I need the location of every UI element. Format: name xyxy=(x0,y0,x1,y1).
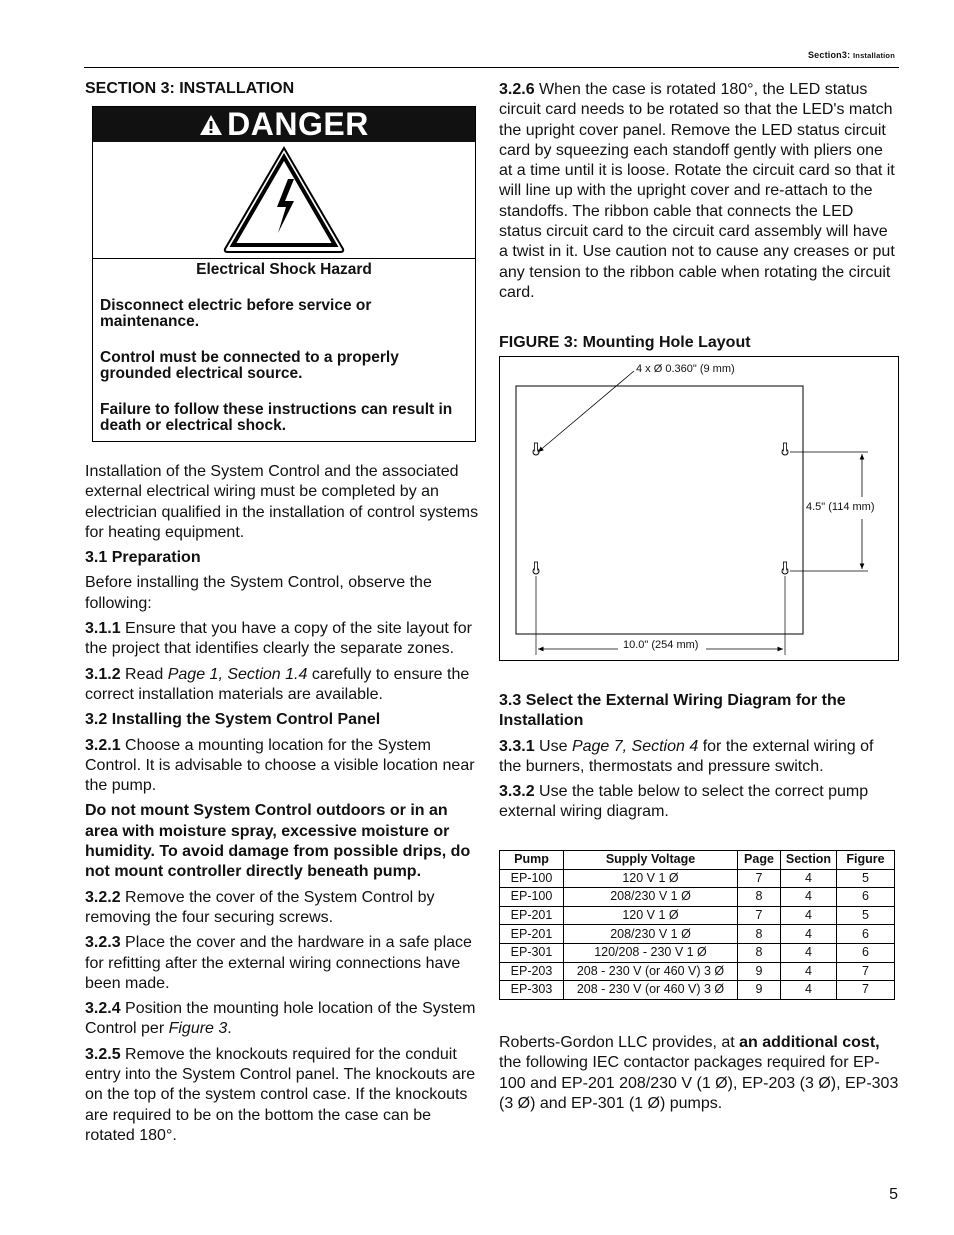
table-row xyxy=(500,981,895,1000)
table-cell: EP-201 xyxy=(500,906,564,925)
paragraph-3-1-2 xyxy=(85,665,483,706)
step-text: When the case is rotated 180°, the LED status circuit card needs to be rotated so that the LED's match the upright cover panel. Remove the LED status circuit card by squeezing each standoff gently with pliers one at a time until it is loose. Rotate the circuit card so that it will line up with the upright cover and re-attach to the standoffs. The ribbon cable that connects the LED status circuit card to the circuit card assembly will have a twist in it. Use caution not to cause any creases or put any tension to the ribbon cable when rotating the circuit card. xyxy=(499,81,895,301)
step-number: 3.2.4 xyxy=(85,1000,121,1018)
table-cell: 208/230 V 1 Ø xyxy=(564,888,738,907)
page-reference: Page 1, Section 1.4 xyxy=(167,665,308,683)
table-cell: 5 xyxy=(837,906,895,925)
step-text: Remove the cover of the System Control by removing the four securing screws. xyxy=(85,888,435,926)
table-cell: 6 xyxy=(837,925,895,944)
paragraph-3-2-4 xyxy=(85,999,483,1040)
warning-triangle-icon xyxy=(199,114,223,136)
table-cell: 7 xyxy=(738,906,781,925)
table-row xyxy=(500,962,895,981)
table-row xyxy=(500,888,895,907)
step-number: 3.3.1 xyxy=(499,737,535,755)
danger-line: Control must be connected to a properly grounded electrical source. xyxy=(100,349,399,382)
running-head-section: Section xyxy=(807,50,842,60)
table-cell: EP-100 xyxy=(500,869,564,888)
table-cell: 208 - 230 V (or 460 V) 3 Ø xyxy=(564,962,738,981)
table-cell: 4 xyxy=(781,925,837,944)
table-cell: 7 xyxy=(738,869,781,888)
note-emphasis: an additional cost, xyxy=(739,1034,880,1051)
mounting-hole xyxy=(533,443,539,455)
table-cell: 4 xyxy=(781,962,837,981)
mounting-hole xyxy=(782,443,788,455)
page-reference: Page 7, Section 4 xyxy=(571,737,699,755)
mounting-hole-figure xyxy=(499,356,899,661)
table-cell: 4 xyxy=(781,981,837,1000)
danger-header xyxy=(93,107,475,142)
header-rule xyxy=(84,67,899,68)
paragraph-3-3-1 xyxy=(499,737,899,778)
table-cell: 120 V 1 Ø xyxy=(564,906,738,925)
mounting-warning: Do not mount System Control outdoors or in an area with moisture spray, excessive moisture or humidity. To avoid damage from possible drips, do not mount controller directly beneath pump. xyxy=(85,802,471,881)
step-number: 3.3.2 xyxy=(499,783,535,801)
table-cell: 8 xyxy=(738,925,781,944)
table-cell: EP-303 xyxy=(500,981,564,1000)
table-cell: 4 xyxy=(781,888,837,907)
electrical-shock-icon xyxy=(222,145,346,255)
step-number: 3.2.5 xyxy=(85,1045,121,1063)
running-head-title: Installation xyxy=(853,51,895,60)
step-text: Use the table below to select the correct pump external wiring diagram. xyxy=(499,783,869,821)
step-text: Position the mounting hole location of the System Control per xyxy=(85,1000,476,1038)
horizontal-dimension-label: 10.0" (254 mm) xyxy=(623,639,699,651)
running-head-number: 3: xyxy=(841,50,853,60)
table-cell: 7 xyxy=(837,981,895,1000)
mounting-hole xyxy=(782,562,788,574)
vertical-dimension-label: 4.5" (114 mm) xyxy=(806,501,875,513)
mounting-hole xyxy=(533,562,539,574)
hazard-title: Electrical Shock Hazard xyxy=(196,261,372,278)
table-cell: EP-301 xyxy=(500,943,564,962)
step-text: Remove the knockouts required for the conduit entry into the System Control panel. The knockouts are on the top of the system control case. If the knockouts are required to be on the bottom the case can be rotated 180°. xyxy=(85,1045,476,1144)
step-text: Place the cover and the hardware in a safe place for refitting after the external wiring connections have been made. xyxy=(85,934,472,992)
contactor-note xyxy=(499,1033,899,1119)
step-text: . xyxy=(227,1020,232,1038)
heading-3-3: 3.3 Select the External Wiring Diagram for the Installation xyxy=(499,692,846,730)
heading-3-1: 3.1 Preparation xyxy=(85,549,201,567)
paragraph-3-1-1 xyxy=(85,619,483,660)
table-cell: 4 xyxy=(781,906,837,925)
paragraph-3-2-5 xyxy=(85,1045,483,1146)
page-number: 5 xyxy=(889,1186,898,1203)
pump-wiring-table xyxy=(499,850,895,1000)
table-cell: 208 - 230 V (or 460 V) 3 Ø xyxy=(564,981,738,1000)
hole-size-label: 4 x Ø 0.360" (9 mm) xyxy=(636,363,735,375)
table-cell: EP-100 xyxy=(500,888,564,907)
column-header: Supply Voltage xyxy=(564,851,738,870)
paragraph-3-1: Before installing the System Control, observe the following: xyxy=(85,574,432,612)
table-cell: 8 xyxy=(738,888,781,907)
danger-box xyxy=(92,106,476,442)
table-header-row xyxy=(500,851,895,870)
paragraph-3-3-2 xyxy=(499,782,899,823)
paragraph-3-2-3 xyxy=(85,933,483,994)
section-3-3 xyxy=(499,691,899,828)
table-cell: 120/208 - 230 V 1 Ø xyxy=(564,943,738,962)
paragraph-3-2-2 xyxy=(85,888,483,929)
danger-label: DANGER xyxy=(227,106,369,142)
table-cell: 7 xyxy=(837,962,895,981)
table-cell: 8 xyxy=(738,943,781,962)
step-number: 3.1.1 xyxy=(85,620,121,638)
column-header: Section xyxy=(781,851,837,870)
step-text: Choose a mounting location for the System Control. It is advisable to choose a visible location near the pump. xyxy=(85,736,475,795)
table-cell: 208/230 V 1 Ø xyxy=(564,925,738,944)
step-number: 3.1.2 xyxy=(85,665,121,683)
table-row xyxy=(500,943,895,962)
table-cell: 9 xyxy=(738,981,781,1000)
shock-symbol xyxy=(93,142,475,259)
step-number: 3.2.2 xyxy=(85,888,121,906)
paragraph-3-2-6 xyxy=(499,80,899,303)
table-row xyxy=(500,906,895,925)
column-header: Pump xyxy=(500,851,564,870)
step-text: for the external wiring of the burners, thermostats and pressure switch. xyxy=(499,737,874,775)
step-number: 3.2.3 xyxy=(85,934,121,952)
column-header: Page xyxy=(738,851,781,870)
contactor-paragraph xyxy=(499,1033,899,1114)
intro-paragraph: Installation of the System Control and the associated external electrical wiring must be completed by an electrician qualified in the installation of control systems for heating equipment. xyxy=(85,463,479,541)
step-number: 3.2.6 xyxy=(499,81,535,98)
heading-3-2: 3.2 Installing the System Control Panel xyxy=(85,711,381,729)
table-cell: 9 xyxy=(738,962,781,981)
table-row xyxy=(500,869,895,888)
danger-line: Disconnect electric before service or maintenance. xyxy=(100,297,372,330)
step-text: Read xyxy=(120,665,168,683)
column-header: Figure xyxy=(837,851,895,870)
table-cell: 4 xyxy=(781,943,837,962)
panel-outline xyxy=(516,386,803,634)
figure-title: FIGURE 3: Mounting Hole Layout xyxy=(499,334,751,351)
note-text: Roberts-Gordon LLC provides, at xyxy=(499,1034,740,1051)
right-column xyxy=(499,80,899,308)
left-column xyxy=(85,462,483,1151)
table-cell: 4 xyxy=(781,869,837,888)
table-cell: EP-203 xyxy=(500,962,564,981)
figure-reference: Figure 3 xyxy=(168,1020,228,1038)
step-text: Use xyxy=(534,737,572,755)
running-head xyxy=(808,50,895,60)
section-title: SECTION 3: INSTALLATION xyxy=(85,80,295,97)
step-text: carefully to ensure the correct installation materials are available. xyxy=(85,665,470,703)
table-cell: 6 xyxy=(837,943,895,962)
table-cell: 120 V 1 Ø xyxy=(564,869,738,888)
table-row xyxy=(500,925,895,944)
table-cell: 6 xyxy=(837,888,895,907)
note-text: the following IEC contactor packages required for EP-100 and EP-201 208/230 V (1 Ø), EP-203 (3 Ø), EP-303 (3 Ø) and EP-301 (1 Ø) pumps. xyxy=(499,1054,899,1112)
table-cell: EP-201 xyxy=(500,925,564,944)
danger-line: Failure to follow these instructions can result in death or electrical shock. xyxy=(100,401,453,434)
danger-text xyxy=(93,259,475,434)
hole-leader-line xyxy=(538,371,634,452)
table-cell: 5 xyxy=(837,869,895,888)
step-text: Ensure that you have a copy of the site layout for the project that identifies clearly the separate zones. xyxy=(85,620,472,658)
step-number: 3.2.1 xyxy=(85,736,121,754)
paragraph-3-2-1 xyxy=(85,736,483,797)
